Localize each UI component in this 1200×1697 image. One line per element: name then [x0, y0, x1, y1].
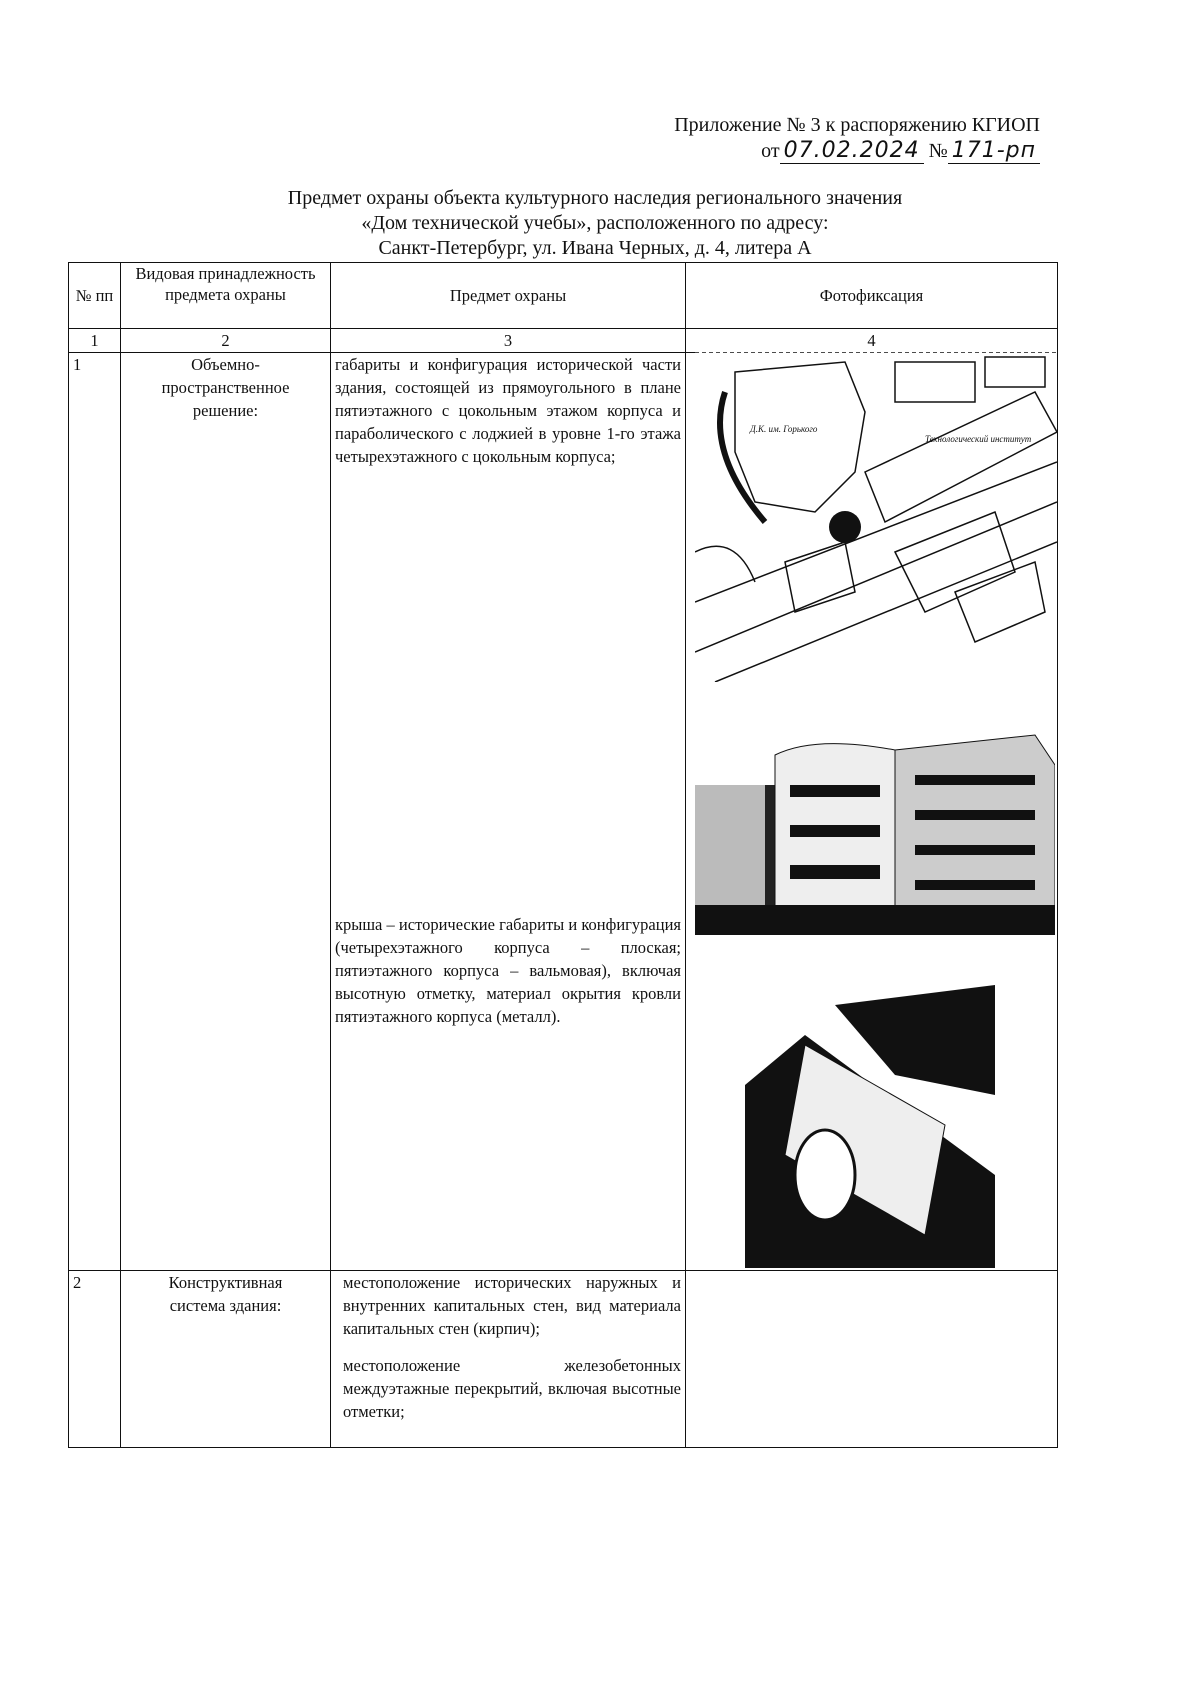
row-items	[331, 353, 686, 1271]
number-prefix: №	[928, 140, 948, 162]
protection-item: габариты и конфигурация исторической части здания, состоящей из прямоугольного в плане пятиэтажного с цокольным этажом корпуса и параболического с лоджией в уровне 1-го этажа четырехэтажного с цокольным корпуса;	[335, 355, 681, 466]
header-category: Видовая принадлежность предмета охраны	[121, 263, 331, 329]
site-plan-map	[695, 352, 1057, 682]
appendix-header	[600, 112, 1040, 164]
map-label-building: Д.К. им. Горького	[750, 424, 818, 434]
appendix-label: Приложение № 3 к распоряжению КГИОП	[674, 114, 1040, 136]
row-category: Конструктивная система здания:	[121, 1271, 331, 1448]
handwritten-date: 07.02.2024	[780, 138, 924, 164]
header-subject: Предмет охраны	[331, 263, 686, 329]
table-row	[69, 1271, 1058, 1448]
aerial-roof-photo	[745, 975, 995, 1268]
header-photo: Фотофиксация	[686, 263, 1058, 329]
col-number: 3	[331, 329, 686, 353]
protection-item: местоположение исторических наружных и внутренних капитальных стен, вид материала капитальных стен (кирпич);	[343, 1273, 681, 1338]
title-line: «Дом технической учебы», расположенного по адресу:	[361, 212, 829, 234]
date-prefix: от	[761, 140, 780, 162]
protection-item: местоположение железобетонных междуэтажные перекрытий, включая высотные отметки;	[343, 1356, 681, 1421]
col-number: 1	[69, 329, 121, 353]
title-line: Санкт-Петербург, ул. Ивана Черных, д. 4, литера А	[378, 237, 812, 259]
map-label-institute: Технологический институт	[925, 434, 1032, 444]
col-number: 2	[121, 329, 331, 353]
document-title	[150, 186, 1040, 261]
title-line: Предмет охраны объекта культурного наследия регионального значения	[287, 187, 903, 209]
handwritten-number: 171-рп	[948, 138, 1040, 164]
row-num: 1	[69, 353, 121, 1271]
row-category: Объемно-пространственное решение:	[121, 353, 331, 1271]
protection-item: крыша – исторические габариты и конфигурация (четырехэтажного корпуса – плоская; пятиэтажного корпуса – вальмовая), включая высотную отметку, материал окрытия кровли пятиэтажного корпуса (металл).	[335, 915, 681, 1026]
table-header-row	[69, 263, 1058, 329]
row-num: 2	[69, 1271, 121, 1448]
row-items	[331, 1271, 686, 1448]
photo-cell	[686, 1271, 1058, 1448]
col-number: 4	[686, 329, 1058, 353]
building-photo	[695, 725, 1055, 935]
column-number-row	[69, 329, 1058, 353]
header-num: № пп	[69, 263, 121, 329]
